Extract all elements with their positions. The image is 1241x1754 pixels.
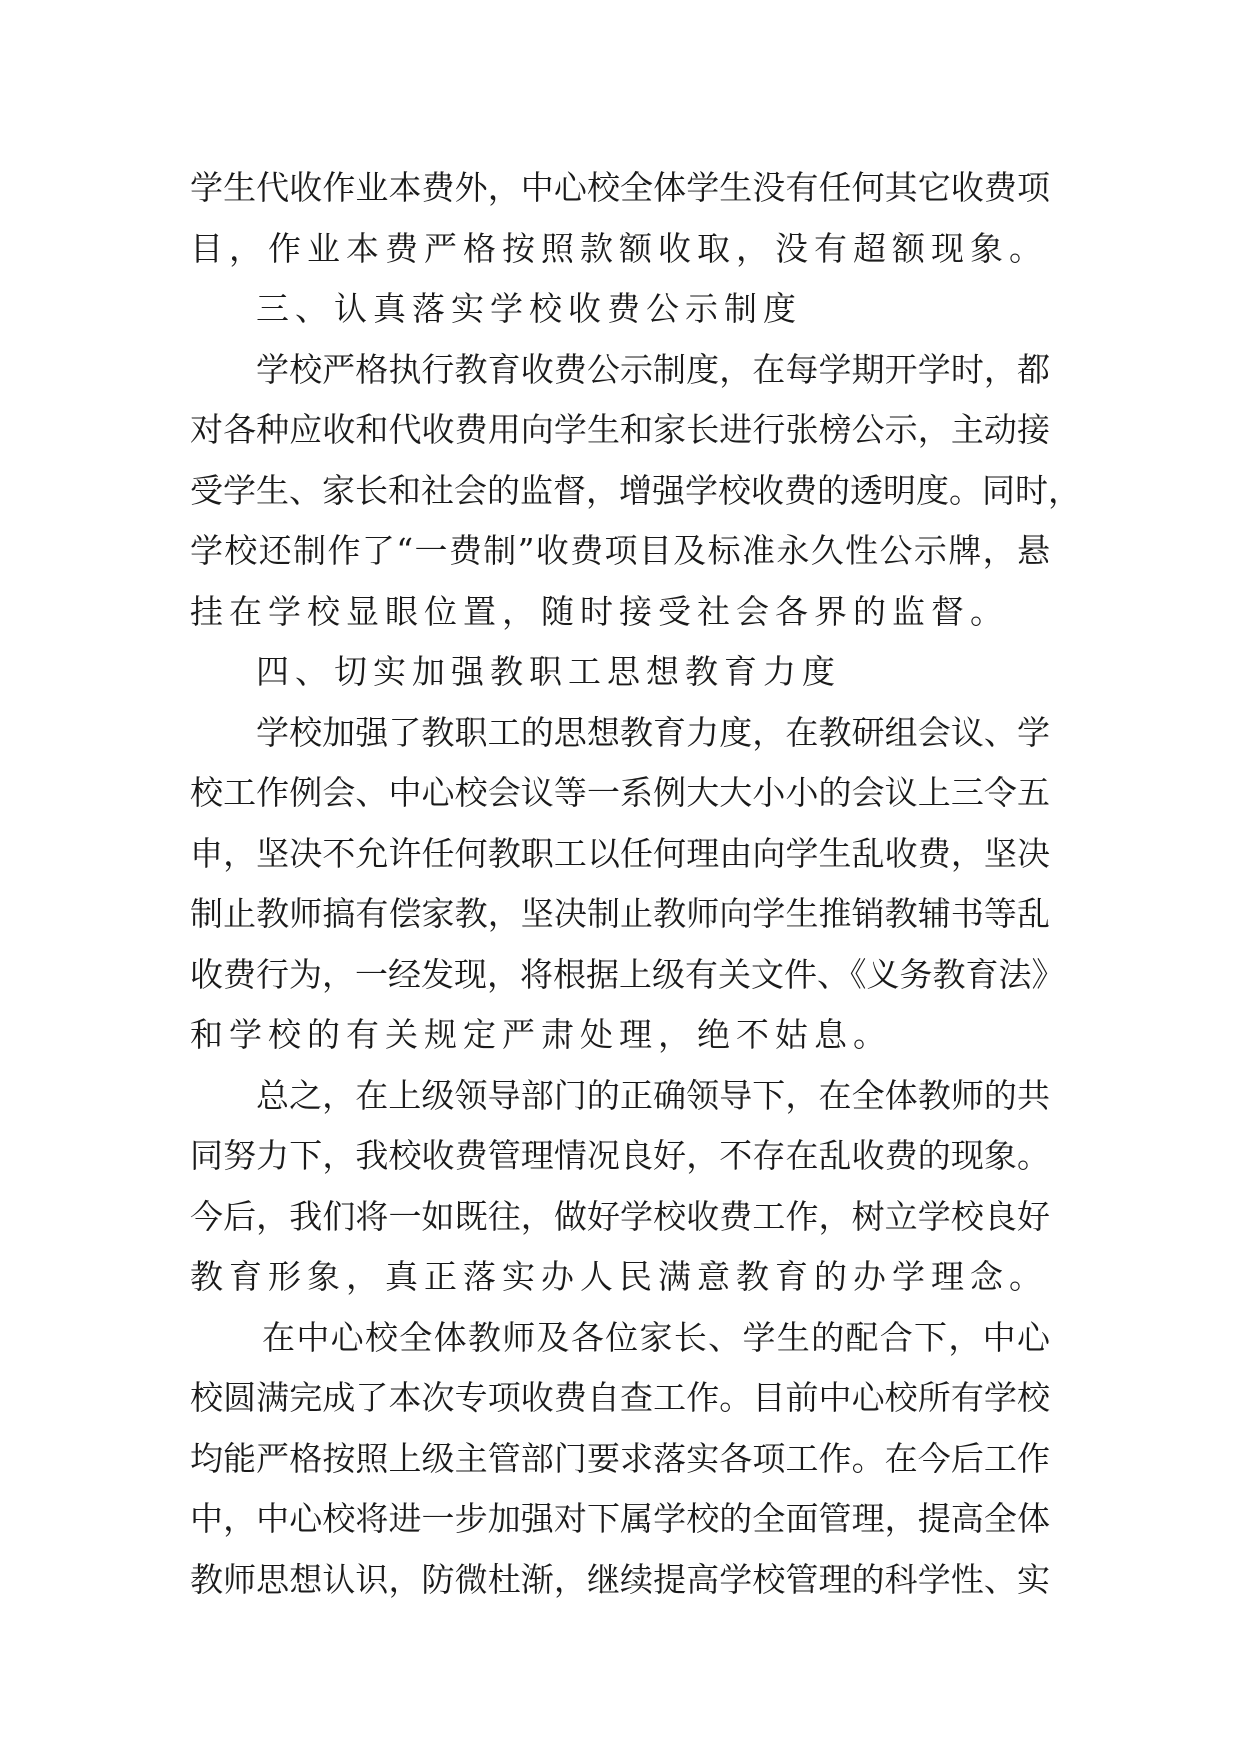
text-line: 制止教师搞有偿家教，坚决制止教师向学生推销教辅书等乱 <box>190 894 1050 933</box>
text-line: 学生代收作业本费外，中心校全体学生没有任何其它收费项 <box>190 168 1050 207</box>
text-line: 中，中心校将进一步加强对下属学校的全面管理，提高全体 <box>190 1499 1050 1538</box>
text-line: 申，坚决不允许任何教职工以任何理由向学生乱收费，坚决 <box>190 833 1050 873</box>
text-line: 挂在学校显眼位置，随时接受社会各界的监督。 <box>190 591 1009 631</box>
text-line: 今后，我们将一如既往，做好学校收费工作，树立学校良好 <box>190 1196 1050 1236</box>
text-line: 学校严格执行教育收费公示制度，在每学期开学时，都 <box>256 349 1050 389</box>
text-line: 和学校的有关规定严肃处理，绝不姑息。 <box>190 1015 892 1054</box>
text-line: 教育形象，真正落实办人民满意教育的办学理念。 <box>190 1257 1048 1296</box>
text-line: 受学生、家长和社会的监督，增强学校收费的透明度。同时， <box>190 470 1081 510</box>
section-heading: 三、认真落实学校收费公示制度 <box>256 289 802 328</box>
text-line: 校圆满完成了本次专项收费自查工作。目前中心校所有学校 <box>190 1378 1050 1417</box>
text-line: 均能严格按照上级主管部门要求落实各项工作。在今后工作 <box>190 1438 1050 1478</box>
text-line: 校工作例会、中心校会议等一系例大大小小的会议上三令五 <box>190 773 1050 812</box>
text-line: 目，作业本费严格按照款额收取，没有超额现象。 <box>190 228 1048 268</box>
document-body <box>190 158 1081 1610</box>
text-line: 同努力下，我校收费管理情况良好，不存在乱收费的现象。 <box>190 1136 1050 1175</box>
text-line: 在中心校全体教师及各位家长、学生的配合下，中心 <box>262 1317 1050 1357</box>
text-line: 收费行为，一经发现，将根据上级有关文件、《义务教育法》 <box>190 954 1065 994</box>
section-heading: 四、切实加强教职工思想教育力度 <box>256 652 841 691</box>
text-line: 对各种应收和代收费用向学生和家长进行张榜公示，主动接 <box>190 410 1050 449</box>
text-line: 学校加强了教职工的思想教育力度，在教研组会议、学 <box>256 712 1050 752</box>
text-line: 学校还制作了“一费制”收费项目及标准永久性公示牌，悬 <box>190 531 1050 570</box>
text-line: 教师思想认识，防微杜渐，继续提高学校管理的科学性、实 <box>190 1559 1050 1599</box>
text-line: 总之，在上级领导部门的正确领导下，在全体教师的共 <box>256 1075 1050 1115</box>
